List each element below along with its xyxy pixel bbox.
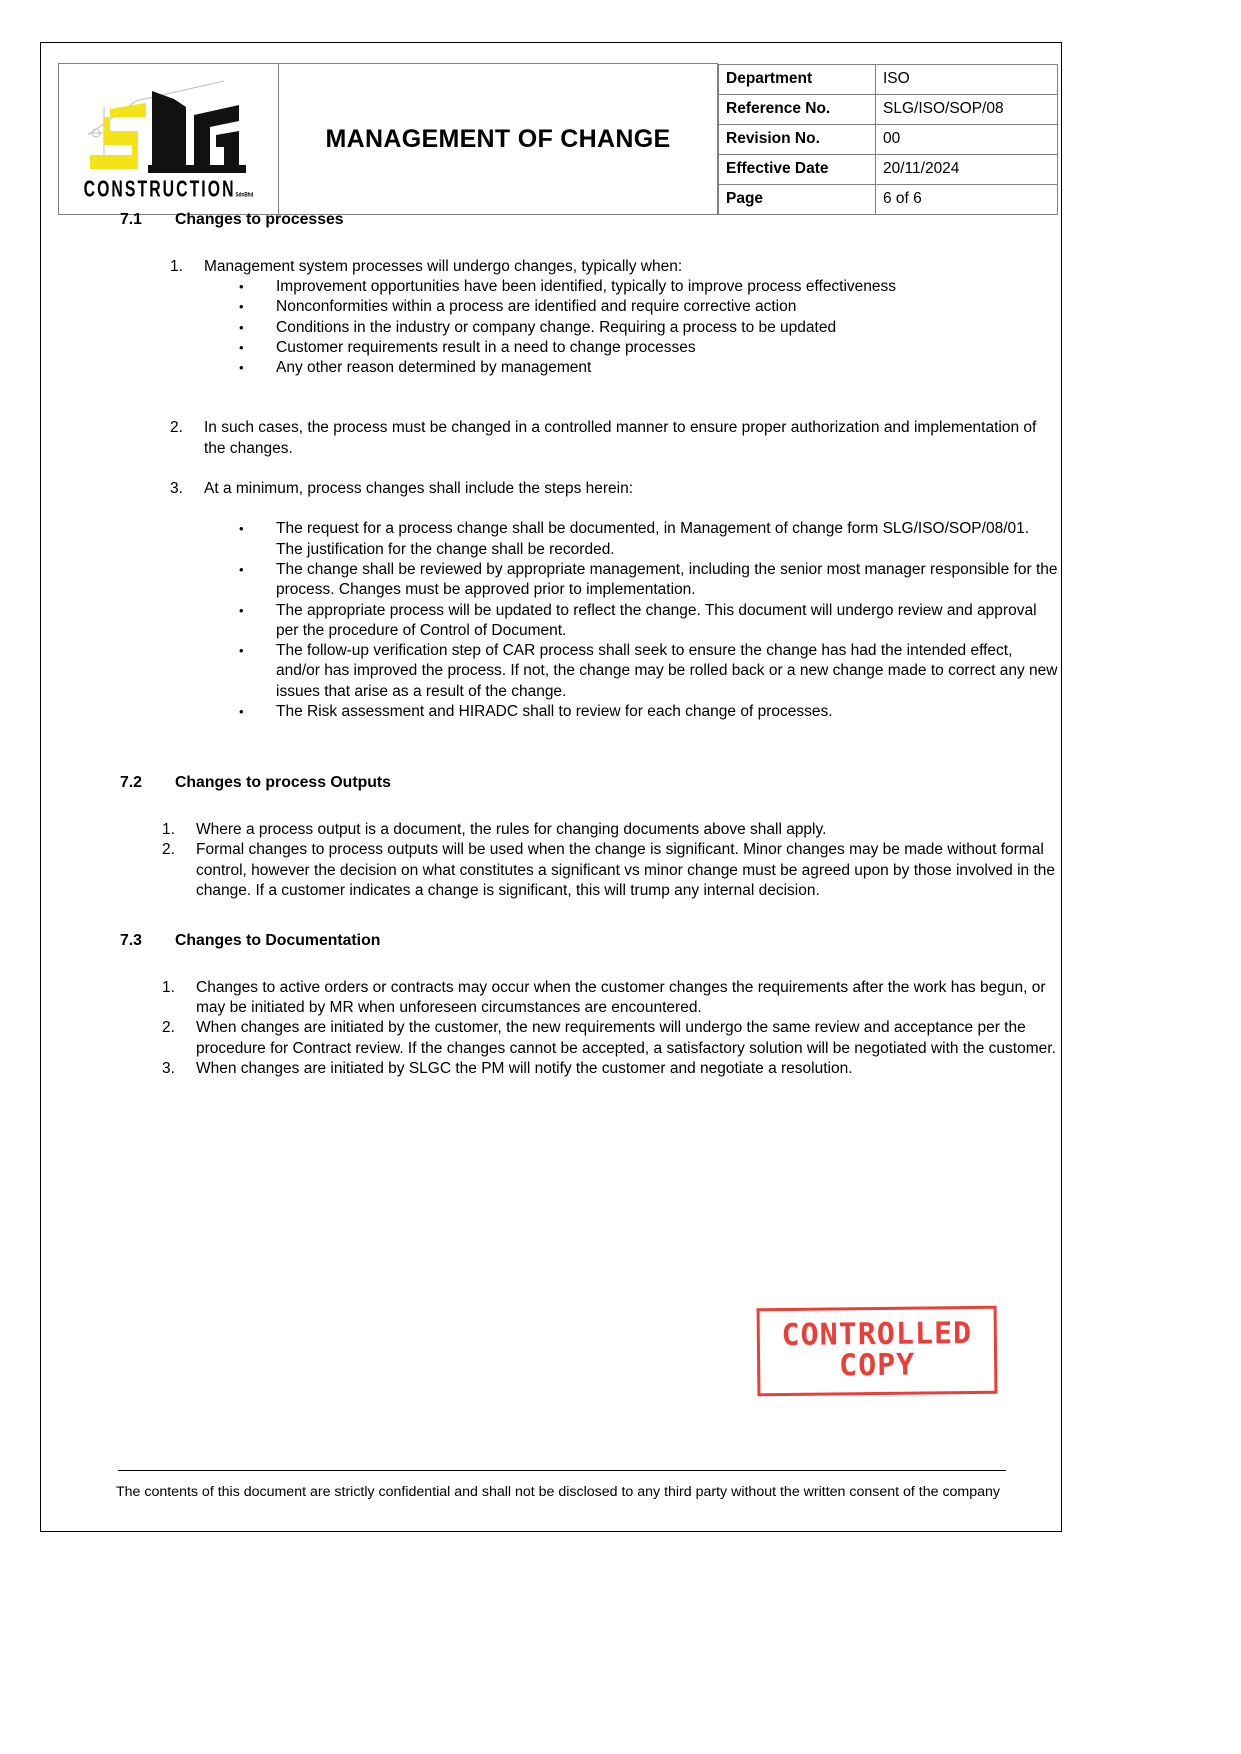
list-item xyxy=(239,702,1058,722)
header-label-page: Page xyxy=(719,184,876,214)
list-number: 1. xyxy=(170,257,183,275)
list-number: 3. xyxy=(170,480,183,498)
header-value-revision-no: 00 xyxy=(876,124,1058,154)
list-item xyxy=(239,601,1058,642)
bullet-text: Any other reason determined by management xyxy=(276,359,592,377)
header-row-effective-date xyxy=(719,154,1058,184)
section-heading-7-3 xyxy=(58,931,1058,952)
bullet-icon: • xyxy=(239,339,244,355)
header-row-reference-no xyxy=(719,94,1058,124)
list-text: Management system processes will undergo changes, typically when: xyxy=(204,257,683,275)
header-value-page: 6 of 6 xyxy=(876,184,1058,214)
bullet-icon: • xyxy=(239,278,244,294)
bullet-text: Nonconformities within a process are identified and require corrective action xyxy=(276,298,797,316)
footer-divider xyxy=(118,1470,1006,1471)
section-number-7-3: 7.3 xyxy=(120,932,142,950)
bullet-icon: • xyxy=(239,360,244,376)
list-text: Formal changes to process outputs will be used when the change is significant. Minor changes may be made without formal control, however the decision on what constitutes a significant vs minor change must be agreed upon by those involved in the change. If a customer indicates a change is significant, this will trump any internal decision. xyxy=(196,841,1056,899)
document-body xyxy=(58,210,1058,1079)
list-item-7-2-2 xyxy=(162,840,1058,901)
list-item xyxy=(239,297,1058,317)
header-label-revision-no: Revision No. xyxy=(719,124,876,154)
bullet-icon: • xyxy=(239,299,244,315)
section-heading-7-2 xyxy=(58,773,1058,794)
bullet-text: Customer requirements result in a need to change processes xyxy=(276,338,696,356)
list-number: 1. xyxy=(162,978,175,996)
bullet-text: Conditions in the industry or company change. Requiring a process to be updated xyxy=(276,318,837,336)
list-text: When changes are initiated by SLGC the PM will notify the customer and negotiate a resolution. xyxy=(196,1060,853,1078)
list-item xyxy=(239,641,1058,702)
list-item-7-3-2 xyxy=(162,1018,1058,1059)
list-7-2 xyxy=(162,820,1058,901)
slg-logo-icon xyxy=(74,77,264,187)
bullet-icon: • xyxy=(239,561,244,577)
document-title: MANAGEMENT OF CHANGE xyxy=(279,64,718,215)
list-item xyxy=(239,519,1058,560)
list-item xyxy=(239,358,1058,378)
bullet-icon: • xyxy=(239,704,244,720)
header-value-effective-date: 20/11/2024 xyxy=(876,154,1058,184)
header-label-reference-no: Reference No. xyxy=(719,94,876,124)
header-value-department: ISO xyxy=(876,64,1058,94)
header-label-effective-date: Effective Date xyxy=(719,154,876,184)
list-text: In such cases, the process must be changed in a controlled manner to ensure proper authorization and implementation of the changes. xyxy=(204,419,1037,457)
list-number: 2. xyxy=(162,1019,175,1037)
bullet-text: Improvement opportunities have been identified, typically to improve process effectiveness xyxy=(276,277,897,295)
header-row-revision-no xyxy=(719,124,1058,154)
section-number-7-2: 7.2 xyxy=(120,774,142,792)
list-number: 1. xyxy=(162,821,175,839)
header-label-department: Department xyxy=(719,64,876,94)
list-item-7-1-2 xyxy=(170,418,1058,459)
document-header-table xyxy=(58,63,1058,215)
header-meta-cell xyxy=(718,64,1059,215)
bullet-text: The Risk assessment and HIRADC shall to review for each change of processes. xyxy=(276,703,833,721)
section-number-7-1: 7.1 xyxy=(120,211,142,228)
header-meta-table xyxy=(718,64,1058,215)
bullet-list-7-1-3 xyxy=(239,519,1058,722)
list-item-7-1-3 xyxy=(170,479,1058,499)
bullet-text: The request for a process change shall be documented, in Management of change form SLG/ISO/SOP/08/01. The justification for the change shall be recorded. xyxy=(276,520,1030,558)
section-title-7-1: Changes to processes xyxy=(175,211,344,228)
list-number: 3. xyxy=(162,1060,175,1078)
list-item-7-1-1 xyxy=(170,257,1058,277)
section-title-7-3: Changes to Documentation xyxy=(175,932,381,950)
list-item xyxy=(239,277,1058,297)
bullet-icon: • xyxy=(239,319,244,335)
list-text: Where a process output is a document, the rules for changing documents above shall apply. xyxy=(196,821,827,839)
list-item-7-3-1 xyxy=(162,978,1058,1019)
logo-wordmark: CONSTRUCTIONSdnBhd xyxy=(83,175,254,202)
bullet-text: The appropriate process will be updated to reflect the change. This document will undergo review and approval per the procedure of Control of Document. xyxy=(276,601,1037,639)
bullet-icon: • xyxy=(239,521,244,537)
stamp-line-1: CONTROLLED xyxy=(781,1316,973,1354)
list-item xyxy=(239,318,1058,338)
header-value-reference-no: SLG/ISO/SOP/08 xyxy=(876,94,1058,124)
bullet-list-7-1-1 xyxy=(239,277,1058,378)
list-item xyxy=(239,560,1058,601)
list-item-7-3-3 xyxy=(162,1059,1058,1079)
list-number: 2. xyxy=(162,841,175,859)
controlled-copy-stamp xyxy=(757,1306,998,1397)
bullet-icon: • xyxy=(239,602,244,618)
section-title-7-2: Changes to process Outputs xyxy=(175,774,391,792)
list-text: Changes to active orders or contracts may occur when the customer changes the requirements after the work has begun, or may be initiated by MR when unforeseen circumstances are encountered. xyxy=(196,978,1046,1017)
bullet-icon: • xyxy=(239,643,244,659)
bullet-text: The follow-up verification step of CAR process shall seek to ensure the change has had the intended effect, and/or has improved the process. If not, the change may be rolled back or a new change made to correct any new issues that arise as a result of the change. xyxy=(276,642,1058,700)
list-text: At a minimum, process changes shall include the steps herein: xyxy=(204,480,634,498)
list-7-3 xyxy=(162,978,1058,1079)
list-item xyxy=(239,338,1058,358)
company-logo xyxy=(61,77,276,204)
header-row-department xyxy=(719,64,1058,94)
list-number: 2. xyxy=(170,419,183,437)
stamp-line-2: COPY xyxy=(838,1347,916,1384)
logo-cell xyxy=(59,64,279,215)
list-item-7-2-1 xyxy=(162,820,1058,840)
section-heading-7-1 xyxy=(58,210,1058,231)
footer-confidentiality-note: The contents of this document are strictly confidential and shall not be disclosed to any third party without the written consent of the company xyxy=(115,1484,1001,1500)
bullet-text: The change shall be reviewed by appropriate management, including the senior most manager responsible for the process. Changes must be approved prior to implementation. xyxy=(276,560,1058,599)
list-text: When changes are initiated by the customer, the new requirements will undergo the same review and acceptance per the procedure for Contract review. If the changes cannot be accepted, a satisfactory solution will be negotiated with the customer. xyxy=(196,1019,1056,1057)
